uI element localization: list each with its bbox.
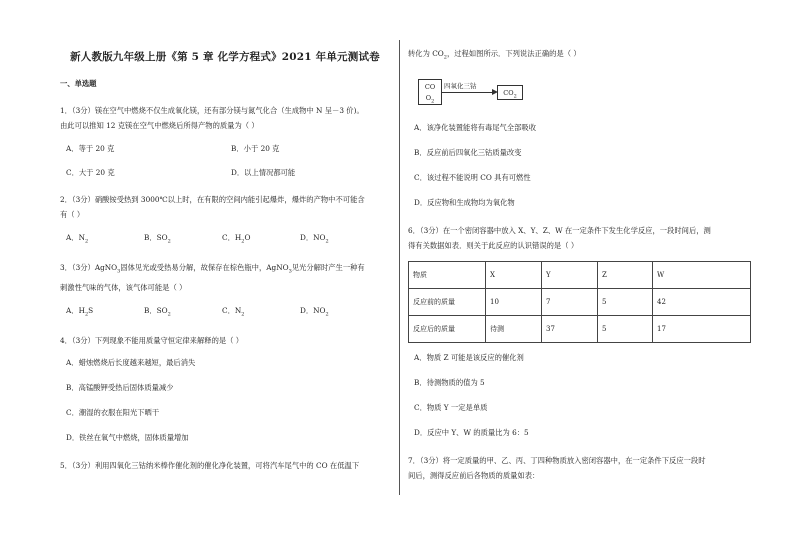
option-b[interactable]: B．$SO_2$ (144, 305, 171, 318)
option-c[interactable]: C．物质 Y 一定是单质 (414, 403, 488, 413)
table-row: 反应前的质量 10 7 5 42 (409, 289, 751, 316)
option-b[interactable]: B．待测物质的值为 5 (414, 378, 485, 388)
reaction-diagram (418, 79, 753, 109)
table-header-row: 物质 X Y Z W (409, 262, 751, 289)
option-a[interactable]: A．$H_2S$ (66, 305, 94, 318)
question-2 (60, 192, 390, 246)
question-7 (408, 453, 753, 483)
question-stem: 转化为 $CO_2$，过程如图所示．下列说法正确的是（ ） (408, 49, 581, 61)
data-table (408, 261, 751, 343)
option-d[interactable]: D．反应中 Y、W 的质量比为 6：5 (414, 428, 529, 438)
option-c[interactable]: C．$N_2$ (222, 305, 245, 318)
option-d[interactable]: D．$NO_2$ (300, 233, 329, 245)
options (66, 233, 390, 246)
question-stem: 7．（3分）将一定质量的甲、乙、丙、丁四种物质放入密闭容器中，在一定条件下反应一段时 (408, 456, 706, 466)
question-4 (60, 333, 390, 443)
option-a[interactable]: A．$N_2$ (66, 233, 89, 245)
option-c[interactable]: C．$H_2O$ (222, 233, 251, 245)
question-stem: 2．（3分）硝酸铵受热到 3000℃以上时，在有限的空间内能引起爆炸，爆炸的产物中不可能含 (60, 195, 365, 204)
right-column (408, 46, 753, 493)
left-column (60, 52, 390, 483)
option-a[interactable]: A．该净化装置能将有毒尾气全部吸收 (414, 123, 537, 133)
question-stem: 6．（3分）在一个密闭容器中放入 X、Y、Z、W 在一定条件下发生化学反应，一段时间后，测 (408, 226, 711, 236)
options (414, 353, 753, 438)
options (414, 123, 753, 208)
table-row: 反应后的质量 待测 37 5 17 (409, 316, 751, 343)
question-stem: 间后，测得反应前后各物质的质量如表： (408, 471, 540, 481)
question-5-start (60, 458, 390, 473)
question-stem: 3．（3分）AgNO$_3$固体见光或受热易分解，故保存在棕色瓶中，AgNO$_3$见光分解时产生一种有 (60, 263, 365, 275)
question-stem: 4．（3分）下列现象不能用质量守恒定律来解释的是（ ） (60, 336, 244, 346)
option-a[interactable]: A．蜡烛燃烧后长度越来越短，最后消失 (66, 358, 196, 368)
option-d[interactable]: D．以上情况都可能 (231, 168, 296, 177)
question-stem: 有（ ） (60, 210, 85, 219)
options (66, 306, 390, 319)
question-3 (60, 260, 390, 319)
options (66, 144, 390, 178)
section-heading: 一、单选题 (60, 79, 97, 88)
option-b[interactable]: B．高锰酸钾受热后固体质量减少 (66, 383, 174, 393)
arrow-line (442, 92, 493, 93)
question-stem: 1．（3分）镁在空气中燃烧不仅生成氧化镁，还有部分镁与氮气化合（生成物中 N 呈－3 价)。 (60, 106, 364, 115)
exam-title: 新人教版九年级上册《第 5 章 化学方程式》2021 年单元测试卷 (70, 51, 380, 63)
question-stem: 刺激性气味的气体，该气体可能是（ ） (60, 282, 187, 292)
reactant-box: CO $O_2$ (418, 79, 442, 105)
product-box: $CO_2$ (497, 85, 523, 100)
option-d[interactable]: D．铁丝在氧气中燃烧，固体质量增加 (66, 433, 189, 443)
option-c[interactable]: C．潮湿的衣服在阳光下晒干 (66, 408, 160, 418)
catalyst-label: 四氧化三钴 (444, 82, 477, 91)
options (66, 358, 390, 443)
question-6 (408, 223, 753, 438)
question-stem: 由此可以推知 12 克镁在空气中燃烧后所得产物的质量为（ ） (60, 121, 259, 130)
question-stem: 得有关数据如表．则关于此反应的认识错误的是（ ） (408, 241, 579, 251)
option-b[interactable]: B．$SO_2$ (144, 233, 171, 245)
question-stem: 5．（3分）利用四氧化三钴纳米棒作催化剂的催化净化装置，可将汽车尾气中的 CO 在低温下 (60, 461, 360, 471)
option-d[interactable]: D．$NO_2$ (300, 305, 329, 318)
question-1 (60, 103, 390, 178)
option-a[interactable]: A．等于 20 克 (66, 144, 115, 153)
option-a[interactable]: A．物质 Z 可能是该反应的催化剂 (414, 353, 524, 363)
option-d[interactable]: D．反应物和生成物均为氧化物 (414, 198, 515, 208)
option-c[interactable]: C．大于 20 克 (66, 168, 115, 177)
option-b[interactable]: B．小于 20 克 (231, 144, 280, 153)
column-divider (399, 40, 400, 495)
question-5-cont (408, 46, 753, 208)
option-c[interactable]: C．该过程不能说明 CO 具有可燃性 (414, 173, 531, 183)
option-b[interactable]: B．反应前后四氧化三钴质量改变 (414, 148, 522, 158)
